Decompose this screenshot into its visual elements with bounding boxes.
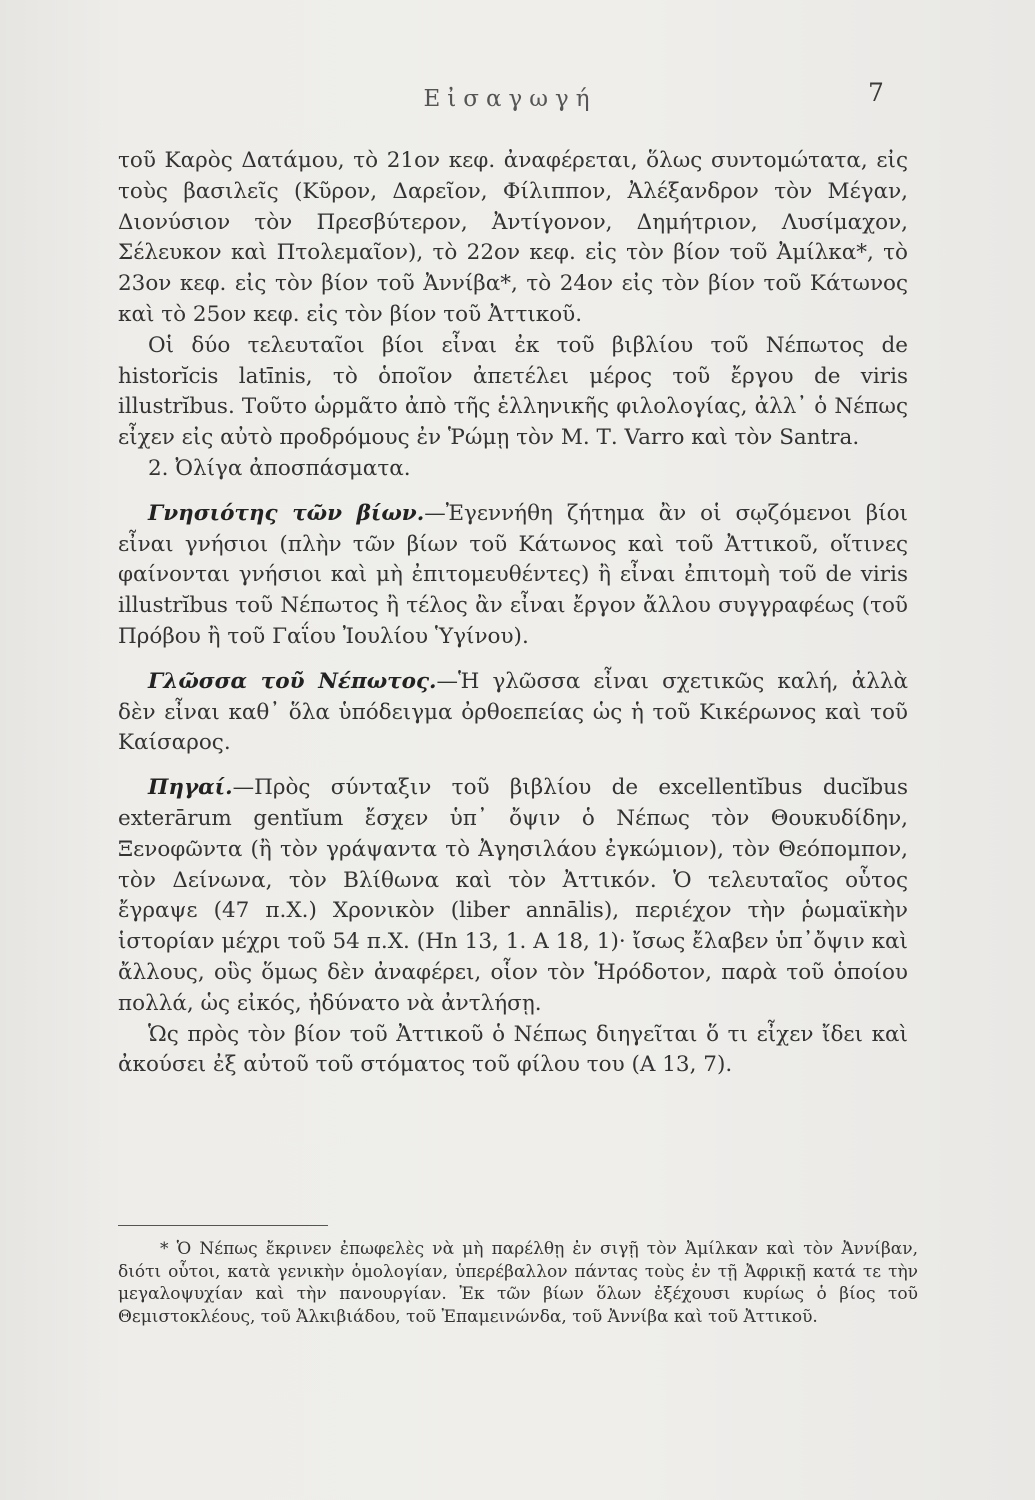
- footnote-rule: [118, 1225, 328, 1226]
- running-title: Εἰσαγωγή: [423, 86, 597, 112]
- paragraph-chapters: τοῦ Καρὸς Δατάμου, τὸ 21ον κεφ. ἀναφέρεται, ὅλως συντομώτατα, εἰς τοὺς βασιλεῖς (Κῦρον, Δαρεῖον, Φίλιππον, Ἀλέξανδρον τὸν Μέγαν, Διονύσιον τὸν Πρεσβύτερον, Ἀντίγονον, Δημήτριον, Λυσίμαχον, Σέλευκον καὶ Πτολεμαῖον), τὸ 22ον κεφ. εἰς τὸν βίον τοῦ Ἀμίλκα*, τὸ 23ον κεφ. εἰς τὸν βίον τοῦ Ἀννίβα*, τὸ 24ον εἰς τὸν βίον τοῦ Κάτωνος καὶ τὸ 25ον κεφ. εἰς τὸν βίον τοῦ Ἀττικοῦ.: [118, 148, 908, 327]
- section-heading-excerpts: 2. Ὀλίγα ἀποσπάσματα.: [148, 455, 411, 481]
- paragraph-authenticity: [118, 499, 908, 653]
- authenticity-text: —Ἐγεννήθη ζήτημα ἂν οἱ σῳζόμενοι βίοι εἶναι γνήσιοι (πλὴν τῶν βίων τοῦ Κάτωνος καὶ τοῦ Ἀττικοῦ, οἵτινες φαίνονται γνήσιοι καὶ μὴ ἐπιτομευθέντες) ἢ εἶναι ἐπιτομὴ τοῦ de viris illustrĭbus τοῦ Νέπωτος ἢ τέλος ἂν εἶναι ἔργον ἄλλου συγγραφέως (τοῦ Πρόβου ἢ τοῦ Γαΐου Ἰουλίου Ὑγίνου).: [118, 500, 908, 649]
- page-number: 7: [868, 78, 884, 107]
- sources-text: —Πρὸς σύνταξιν τοῦ βιβλίου de excellentĭbus ducĭbus exterārum gentĭum ἔσχεν ὑπ᾽ ὄψιν ὁ Νέπως τὸν Θουκυδίδην, Ξενοφῶντα (ἢ τὸν γράψαντα τὸ Ἀγησιλάου ἐγκώμιον), τὸν Θεόπομπον, τὸν Δείνωνα, τὸν Βλίθωνα καὶ τὸν Ἀττικόν. Ὁ τελευταῖος οὗτος ἔγραψε (47 π.Χ.) Χρονικὸν (liber annālis), περιέχον τὴν ῥωμαϊκὴν ἱστορίαν μέχρι τοῦ 54 π.Χ. (Hn 13, 1. A 18, 1)· ἴσως ἔλαβεν ὑπ᾽ὄψιν καὶ ἄλλους, οὓς ὅμως δὲν ἀναφέρει, οἷον τὸν Ἡρόδοτον, παρὰ τοῦ ὁποίου πολλά, ὡς εἰκός, ἠδύνατο νὰ ἀντλήσῃ.: [118, 775, 908, 1016]
- heading-language: Γλῶσσα τοῦ Νέπωτος.: [148, 668, 437, 694]
- language-text: —Ἡ γλῶσσα εἶναι σχετικῶς καλή, ἀλλὰ δὲν εἶναι καθ᾽ ὅλα ὑπόδειγμα ὀρθοεπείας ὡς ἡ τοῦ Κικέρωνος καὶ τοῦ Καίσαρος.: [118, 668, 908, 756]
- paragraph-sources: [118, 773, 908, 1019]
- paragraph-language: [118, 667, 908, 759]
- heading-authenticity: Γνησιότης τῶν βίων.: [148, 500, 425, 526]
- heading-sources: Πηγαί.: [148, 775, 233, 801]
- footnote-text: * Ὁ Νέπως ἔκρινεν ἐπωφελὲς νὰ μὴ παρέλθῃ ἐν σιγῇ τὸν Ἀμίλκαν καὶ τὸν Ἀννίβαν, διότι οὗτοι, κατὰ γενικὴν ὁμολογίαν, ὑπερέβαλλον πάντας τοὺς ἐν τῇ Ἀφρικῇ κατά τε τὴν μεγαλοψυχίαν καὶ τὴν πανουργίαν. Ἐκ τῶν βίων ὅλων ἐξέχουσι κυρίως ὁ βίος τοῦ Θεμιστοκλέους, τοῦ Ἀλκιβιάδου, τοῦ Ἐπαμεινώνδα, τοῦ Ἀννίβα καὶ τοῦ Ἀττικοῦ.: [118, 1239, 918, 1327]
- main-text: [118, 146, 908, 1081]
- paragraph-atticus: Ὡς πρὸς τὸν βίον τοῦ Ἀττικοῦ ὁ Νέπως διηγεῖται ὅ τι εἶχεν ἴδει καὶ ἀκούσει ἐξ αὐτοῦ τοῦ στόματος τοῦ φίλου του (A 13, 7).: [118, 1021, 908, 1078]
- paragraph-last-lives: Οἱ δύο τελευταῖοι βίοι εἶναι ἐκ τοῦ βιβλίου τοῦ Νέπωτος de historĭcis latīnis, τὸ ὁποῖον ἀπετέλει μέρος τοῦ ἔργου de viris illustrĭbus. Τοῦτο ὡρμᾶτο ἀπὸ τῆς ἑλληνικῆς φιλολογίας, ἀλλ᾽ ὁ Νέπως εἶχεν εἰς αὐτὸ προδρόμους ἐν Ῥώμῃ τὸν Μ. Τ. Varro καὶ τὸν Santra.: [118, 332, 908, 451]
- footnote: [118, 1238, 918, 1328]
